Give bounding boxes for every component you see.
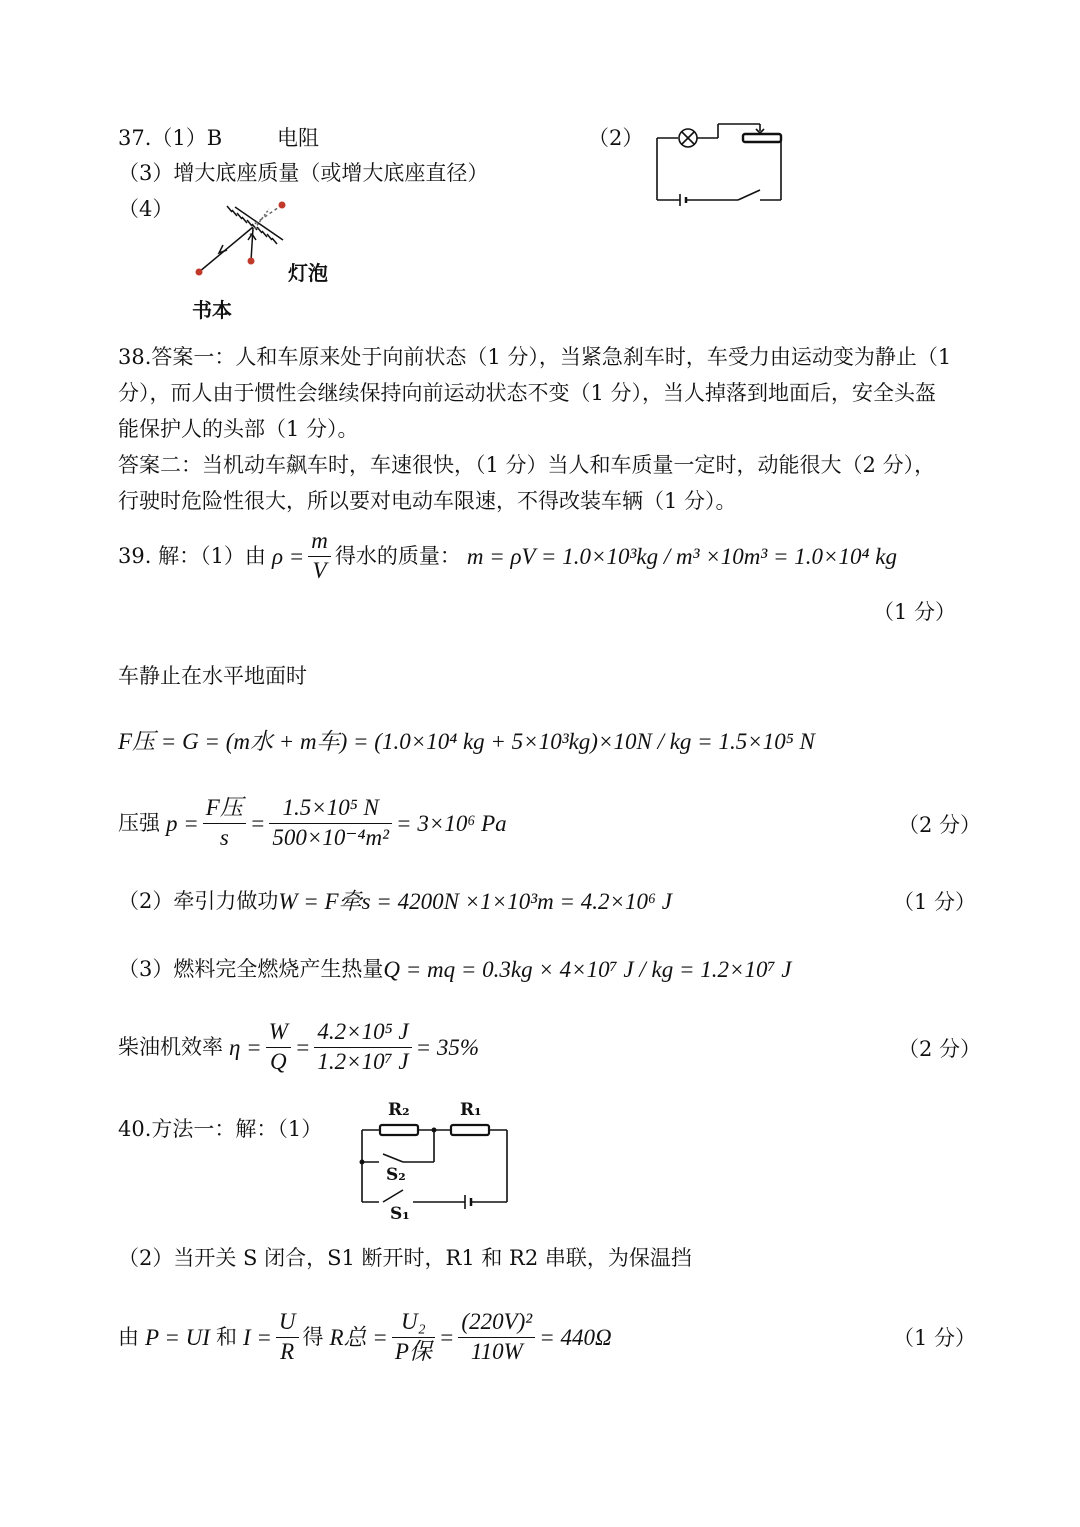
eff-label: 柴油机效率 bbox=[118, 1034, 223, 1059]
eff-den-1: Q bbox=[269, 1048, 287, 1074]
work-label: （2）牵引力做功 bbox=[118, 889, 279, 913]
q40-line-2: （2）当开关 S 闭合，S1 断开时，R1 和 R2 串联，为保温挡 bbox=[118, 1246, 692, 1270]
r-intro: 由 bbox=[118, 1324, 139, 1349]
q39-score-2: （2 分） bbox=[898, 813, 982, 837]
r-fraction-1 bbox=[392, 1308, 435, 1367]
r-num-2: (220V)² bbox=[458, 1308, 535, 1338]
r-total: R总 = bbox=[329, 1324, 388, 1350]
q39-efficiency-line: 柴油机效率 η = $\frac{W}{Q}$ = $\frac{\text{4.2×10⁵ J}}{\text{1.2×10⁷ J}}$ = 35% bbox=[118, 1018, 479, 1077]
eff-num-1: W bbox=[266, 1018, 291, 1048]
r-result: = 440Ω bbox=[539, 1324, 612, 1350]
pressure-fraction-2 bbox=[269, 794, 392, 853]
q37-part2-label: （2） bbox=[588, 126, 644, 150]
eff-eta: η = bbox=[229, 1034, 262, 1060]
q39-score-4: （2 分） bbox=[898, 1037, 982, 1061]
eff-fraction-1 bbox=[266, 1018, 291, 1077]
label-s2: S₂ bbox=[386, 1165, 406, 1185]
label-bulb: 灯泡 bbox=[288, 261, 328, 285]
q40-resistance-line: 由 P = UI 和 I = $\frac{U}{R}$ 得 R总 = $\frac{\text{U₂}}{\text{P保}}$ = $\frac{\text{(220V)²}}{110W}$ = 440Ω bbox=[118, 1308, 612, 1367]
q39-density-line bbox=[118, 527, 897, 586]
q39-heat-line bbox=[118, 958, 791, 981]
pressure-label: 压强 bbox=[118, 810, 160, 835]
q40-line-1: 40.方法一：解：（1） bbox=[118, 1117, 323, 1141]
q39-intro: 39. 解：（1）由 bbox=[118, 543, 266, 568]
r-den-2: 110W bbox=[470, 1338, 523, 1364]
q39-work-line bbox=[118, 890, 672, 913]
label-s1: S₁ bbox=[390, 1204, 410, 1224]
eff-num-2: 4.2×10⁵ J bbox=[314, 1018, 411, 1048]
rho-fraction bbox=[308, 527, 331, 586]
pressure-p: p = bbox=[166, 810, 199, 836]
r-den-1: P保 bbox=[394, 1338, 432, 1364]
pressure-den-1: s bbox=[219, 824, 229, 850]
r-fraction-2 bbox=[458, 1308, 535, 1367]
pressure-result: = 3×10⁶ Pa bbox=[396, 810, 507, 836]
q37-part3-answer: （3）增大底座质量（或增大底座直径） bbox=[118, 161, 489, 185]
r-current: I = bbox=[242, 1324, 272, 1350]
pressure-num-2: 1.5×10⁵ N bbox=[269, 794, 392, 824]
q37-part4-label: （4） bbox=[118, 197, 174, 221]
heat-label: （3）燃料完全燃烧产生热量 bbox=[118, 957, 384, 981]
r-i-den: R bbox=[280, 1338, 295, 1364]
q39-score-3: （1 分） bbox=[893, 890, 977, 914]
eff-result: = 35% bbox=[415, 1034, 480, 1060]
mass-calc: m = ρV = 1.0×10³kg / m³ ×10m³ = 1.0×10⁴ kg bbox=[466, 543, 897, 569]
rho-lhs: ρ = bbox=[271, 543, 305, 569]
eff-den-2: 1.2×10⁷ J bbox=[317, 1048, 409, 1074]
label-book: 书本 bbox=[192, 298, 232, 322]
q39-force-calc: F压 = G = (m水 + m车) = (1.0×10⁴ kg + 5×10³kg)×10N / kg = 1.5×10⁵ N bbox=[118, 729, 815, 754]
eff-fraction-2 bbox=[314, 1018, 411, 1077]
q37-circuit-diagram bbox=[650, 118, 790, 213]
q38-line-4: 答案二：当机动车飙车时，车速很快，（1 分）当人和车质量一定时，动能很大（2 分）， bbox=[118, 453, 936, 477]
r-i-num: U bbox=[276, 1308, 299, 1338]
label-r2: R₂ bbox=[388, 1100, 410, 1120]
q39-pressure-line: 压强 p = $\frac{\text{F压}}{s}$ = $\frac{\text{1.5×10⁵ N}}{\text{500×10⁻⁴m²}}$ = 3×10⁶ Pa bbox=[118, 794, 507, 853]
q40-circuit-diagram bbox=[355, 1098, 520, 1228]
q38-line-2: 分），而人由于惯性会继续保持向前运动状态不变（1 分），当人掉落到地面后，安全头盔 bbox=[118, 381, 937, 405]
q38-line-1: 38.答案一：人和车原来处于向前状态（1 分），当紧急刹车时，车受力由运动变为静止（1 bbox=[118, 345, 952, 369]
heat-calc: Q = mq = 0.3kg × 4×10⁷ J / kg = 1.2×10⁷ J bbox=[383, 957, 792, 982]
pressure-den-2: 500×10⁻⁴m² bbox=[272, 824, 390, 850]
q38-line-3: 能保护人的头部（1 分）。 bbox=[118, 417, 359, 441]
mass-text: 得水的质量： bbox=[334, 543, 461, 568]
pressure-num-1: F压 bbox=[203, 794, 246, 824]
q37-part1-answer: 电阻 bbox=[277, 126, 319, 150]
q37-part1-number: 37.（1）B bbox=[118, 126, 223, 150]
pressure-fraction-1 bbox=[203, 794, 246, 853]
r-num-1: U₂ bbox=[392, 1308, 435, 1338]
rho-den: V bbox=[312, 557, 327, 583]
r-and: 和 bbox=[215, 1324, 237, 1349]
q40-score-1: （1 分） bbox=[893, 1326, 977, 1350]
q39-score-1: （1 分） bbox=[873, 600, 957, 624]
q39-ground-text: 车静止在水平地面时 bbox=[118, 664, 307, 688]
r-current-fraction bbox=[276, 1308, 299, 1367]
work-calc: W = F牵s = 4200N ×1×10³m = 4.2×10⁶ J bbox=[278, 889, 672, 914]
rho-num: m bbox=[308, 527, 331, 557]
r-power: P = UI bbox=[145, 1324, 210, 1350]
r-get: 得 bbox=[302, 1324, 324, 1349]
label-r1: R₁ bbox=[460, 1100, 482, 1120]
q38-line-5: 行驶时危险性很大，所以要对电动车限速，不得改装车辆（1 分）。 bbox=[118, 489, 737, 513]
